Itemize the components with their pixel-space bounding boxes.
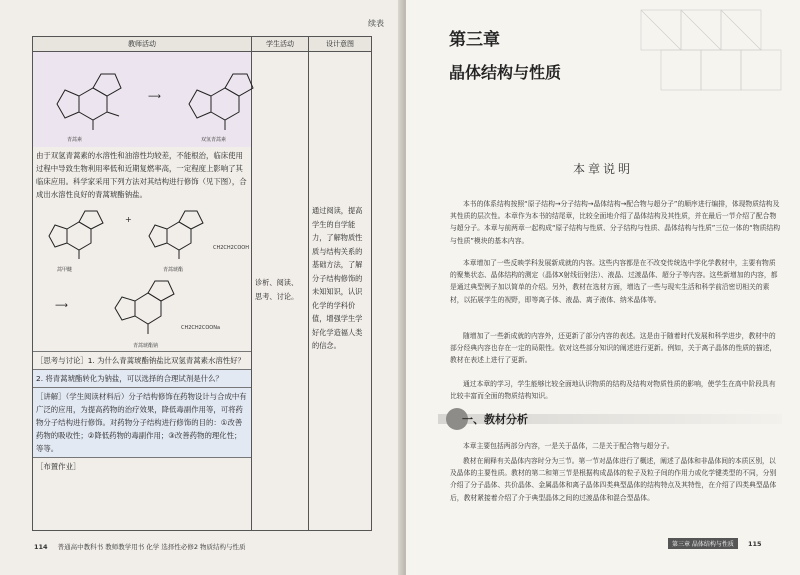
left-page-number: 114 [34, 543, 48, 551]
teacher-activity-cell [33, 52, 252, 531]
left-footer-text: 普通高中教科书 教师教学用书 化学 选择性必修2 物质结构与性质 [57, 543, 246, 551]
paragraph-1: 由于双氢青蒿素的水溶性和油溶性均较差，不能根治，临床使用过程中导致生物利用率低和近期复燃率高，一定程度上影响了其临床应用。科学家采用下列方法对其结构进行修饰（见下图），合成出水溶性良好的青蒿琥酯钠盐。 [36, 151, 247, 199]
body-paragraph-4: 通过本章的学习，学生能够比较全面地认识物质的结构及结构对物质性质的影响，使学生在高中阶段具有比较丰富而全面的物质结构知识。 [450, 380, 776, 401]
molecule-row-3 [33, 275, 251, 351]
chain-cooh: CH2CH2COOH [213, 245, 249, 251]
header-design: 设计意图 [309, 37, 372, 52]
molecule-row-2 [33, 203, 251, 275]
section-title: 本章说明 [572, 162, 633, 176]
reaction-arrow: ⟶ [148, 92, 161, 102]
molecule-haosujia [45, 207, 115, 265]
left-footer [34, 542, 246, 551]
molecule-qinghaosu [51, 66, 131, 136]
label-haosujia: 蒿甲醚 [57, 267, 73, 273]
label-shuangqing: 双氢青蒿素 [201, 137, 227, 143]
plus-sign: + [125, 215, 132, 224]
discuss-question-2: 2. 将青蒿琥酯转化为钠盐，可以选择的合理试剂是什么？ [33, 369, 251, 387]
right-page [406, 0, 800, 575]
right-page-number: 115 [748, 540, 762, 548]
discuss-question-1: ［思考与讨论］1. 为什么青蒿琥酯钠盐比双氢青蒿素水溶性好？ [33, 351, 251, 369]
body-paragraph-3: 随增加了一些新成就的内容外，还更新了部分内容的表述。这是由于随着时代发展和科学进步，教材中的部分经典内容也存在一定的局限性。依对这些部分知识的阐述进行更新。例如，关于离子晶体的性质的描述，教材在表述上进行了更新。 [450, 332, 777, 365]
lesson-table [32, 36, 372, 531]
label-qinghaosu: 青蒿素 [67, 137, 83, 143]
body-paragraph-6: 教材在阐释有关晶体内容时分为三节。第一节对晶体进行了概述，阐述了晶体和非晶体间的本质区别，以及晶体的主要性质。教材的第二和第三节是根据构成晶体的粒子及粒子间的作用力或化学键类型的不同，分别介绍了分子晶体、共价晶体、金属晶体和离子晶体四类典型晶体的结构特点及其特性，在介绍了四类典型晶体后，教材紧接着介绍了介于典型晶体之间的过渡晶体和混合型晶体。 [450, 457, 777, 502]
analysis-heading [438, 408, 782, 430]
body-paragraph-5: 本章主要包括两部分内容，一是关于晶体，二是关于配合物与超分子。 [463, 442, 674, 450]
molecule-row-1 [33, 52, 251, 147]
chain-coona: CH2CH2COONa [181, 325, 221, 331]
body-paragraph-2: 本章增加了一些反映学科发展新成就的内容。这些内容都是在不改变传统选中学化学教材中，主要有物质的聚集状态、晶体结构的测定（晶体X射线衍射法）、液晶、过渡晶体、超分子等内容。这些新增加的内容，都是通过典型例子加以简单的介绍。另外，教材在选材方面，增选了一些与现实生活和科学前沿密切相关的素材，以拓展学生的视野，即等离子体、液晶、离子液体、纳米晶体等。 [450, 259, 778, 304]
header-teacher: 教师活动 [33, 37, 252, 52]
continued-label: 续表 [368, 19, 384, 28]
header-student: 学生活动 [252, 37, 309, 52]
explain-paragraph: ［讲解］（学生阅读材料后）分子结构修饰在药物设计与合成中有广泛的应用，为提高药物的治疗效果，降低毒副作用等，可将药物分子结构进行修饰。对药物分子结构进行修饰的目的：①改善药物的吸收性；②降低药物的毒副作用；③改善药物的理化性；等等。 [33, 387, 251, 457]
analysis-title: 一、教材分析 [462, 413, 528, 426]
chapter-title: 晶体结构与性质 [449, 63, 562, 82]
student-activity-text: 诊析、阅读、思考、讨论。 [255, 278, 299, 301]
molecule-shuangqing [183, 66, 263, 136]
design-intent-text: 通过阅读，提高学生的自学能力，了解物质性质与结构关系的基础方法，了解分子结构修饰的未知知识，认识化学的学科价值，增强学生学好化学造福人类的信念。 [312, 206, 363, 350]
reaction-arrow-2: ⟶ [55, 301, 68, 311]
design-intent-cell [309, 52, 372, 531]
molecule-haojiame [111, 277, 187, 339]
homework-label: ［布置作业］ [33, 457, 251, 475]
label-haozhi: 青蒿琥酯 [163, 267, 184, 273]
label-haojiame: 青蒿琥酯钠 [133, 343, 159, 349]
decorative-crystal-pattern [621, 0, 800, 110]
molecule-haozhi [145, 207, 215, 265]
right-footer [668, 538, 762, 549]
right-footer-chapter: 第三章 晶体结构与性质 [668, 538, 738, 549]
body-paragraph-1: 本书的体系结构按照“原子结构→分子结构→晶体结构→配合物与超分子”的顺序进行编排，体现物质结构及其性质的层次性。本章作为本书的结尾章，比较全面地介绍了晶体结构及其性质，并在最后一节介绍了配合物与超分子。本章与前两章一起构成“原子结构与性质、分子结构与性质、晶体结构与性质”三位一体的“物质结构与性质”模块的基本内容。 [450, 200, 781, 245]
chapter-number: 第三章 [449, 30, 500, 50]
